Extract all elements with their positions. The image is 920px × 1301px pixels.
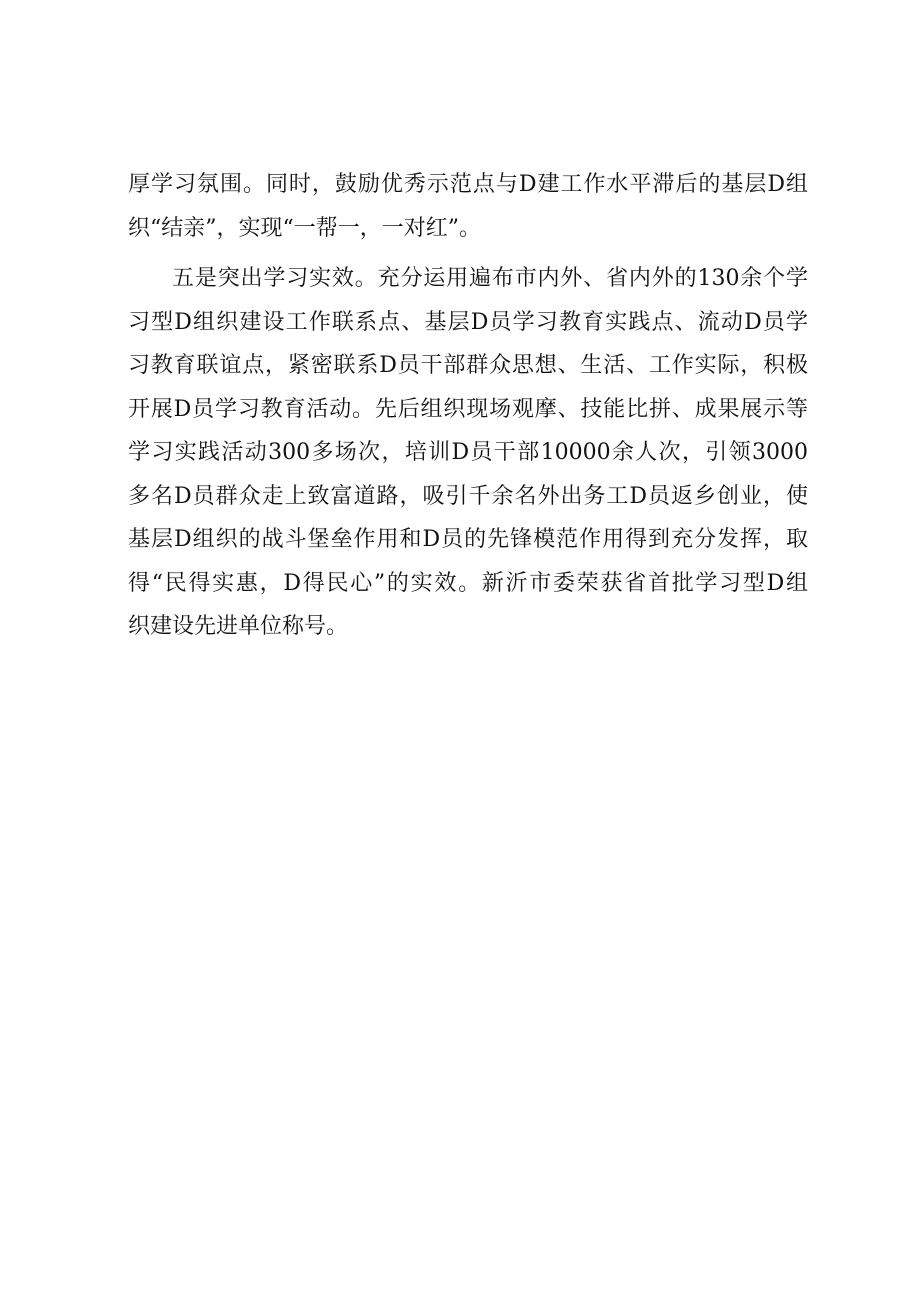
paragraph-learning-effectiveness: [128, 257, 808, 649]
text-line: 基层D组织的战斗堡垒作用和D员的先锋模范作用得到充分发挥，取: [128, 527, 808, 552]
text-line: 厚学习氛围。同时，鼓励优秀示范点与D建工作水平滞后的基层D组: [128, 172, 808, 197]
text-line: 织建设先进单位称号。: [128, 614, 349, 639]
paragraph-continuation: [128, 163, 808, 250]
text-line: 习教育联谊点，紧密联系D员干部群众思想、生活、工作实际，积极: [128, 353, 808, 378]
text-line: 多名D员群众走上致富道路，吸引千余名外出务工D员返乡创业，使: [128, 483, 808, 509]
text-line: 开展D员学习教育活动。先后组织现场观摩、技能比拼、成果展示等: [128, 396, 808, 422]
document-body: [128, 163, 808, 649]
paragraph-spacing: [128, 250, 808, 257]
text-line: 得“民得实惠，D得民心”的实效。新沂市委荣获省首批学习型D组: [128, 570, 808, 596]
text-line: 习型D组织建设工作联系点、基层D员学习教育实践点、流动D员学: [128, 309, 808, 335]
text-line: 学习实践活动300多场次，培训D员干部10000余人次，引领3000: [128, 440, 808, 465]
text-line-indented: 五是突出学习实效。充分运用遍布市内外、省内外的130余个学: [172, 266, 808, 291]
text-line: 织“结亲”，实现“一帮一，一对红”。: [128, 215, 481, 241]
